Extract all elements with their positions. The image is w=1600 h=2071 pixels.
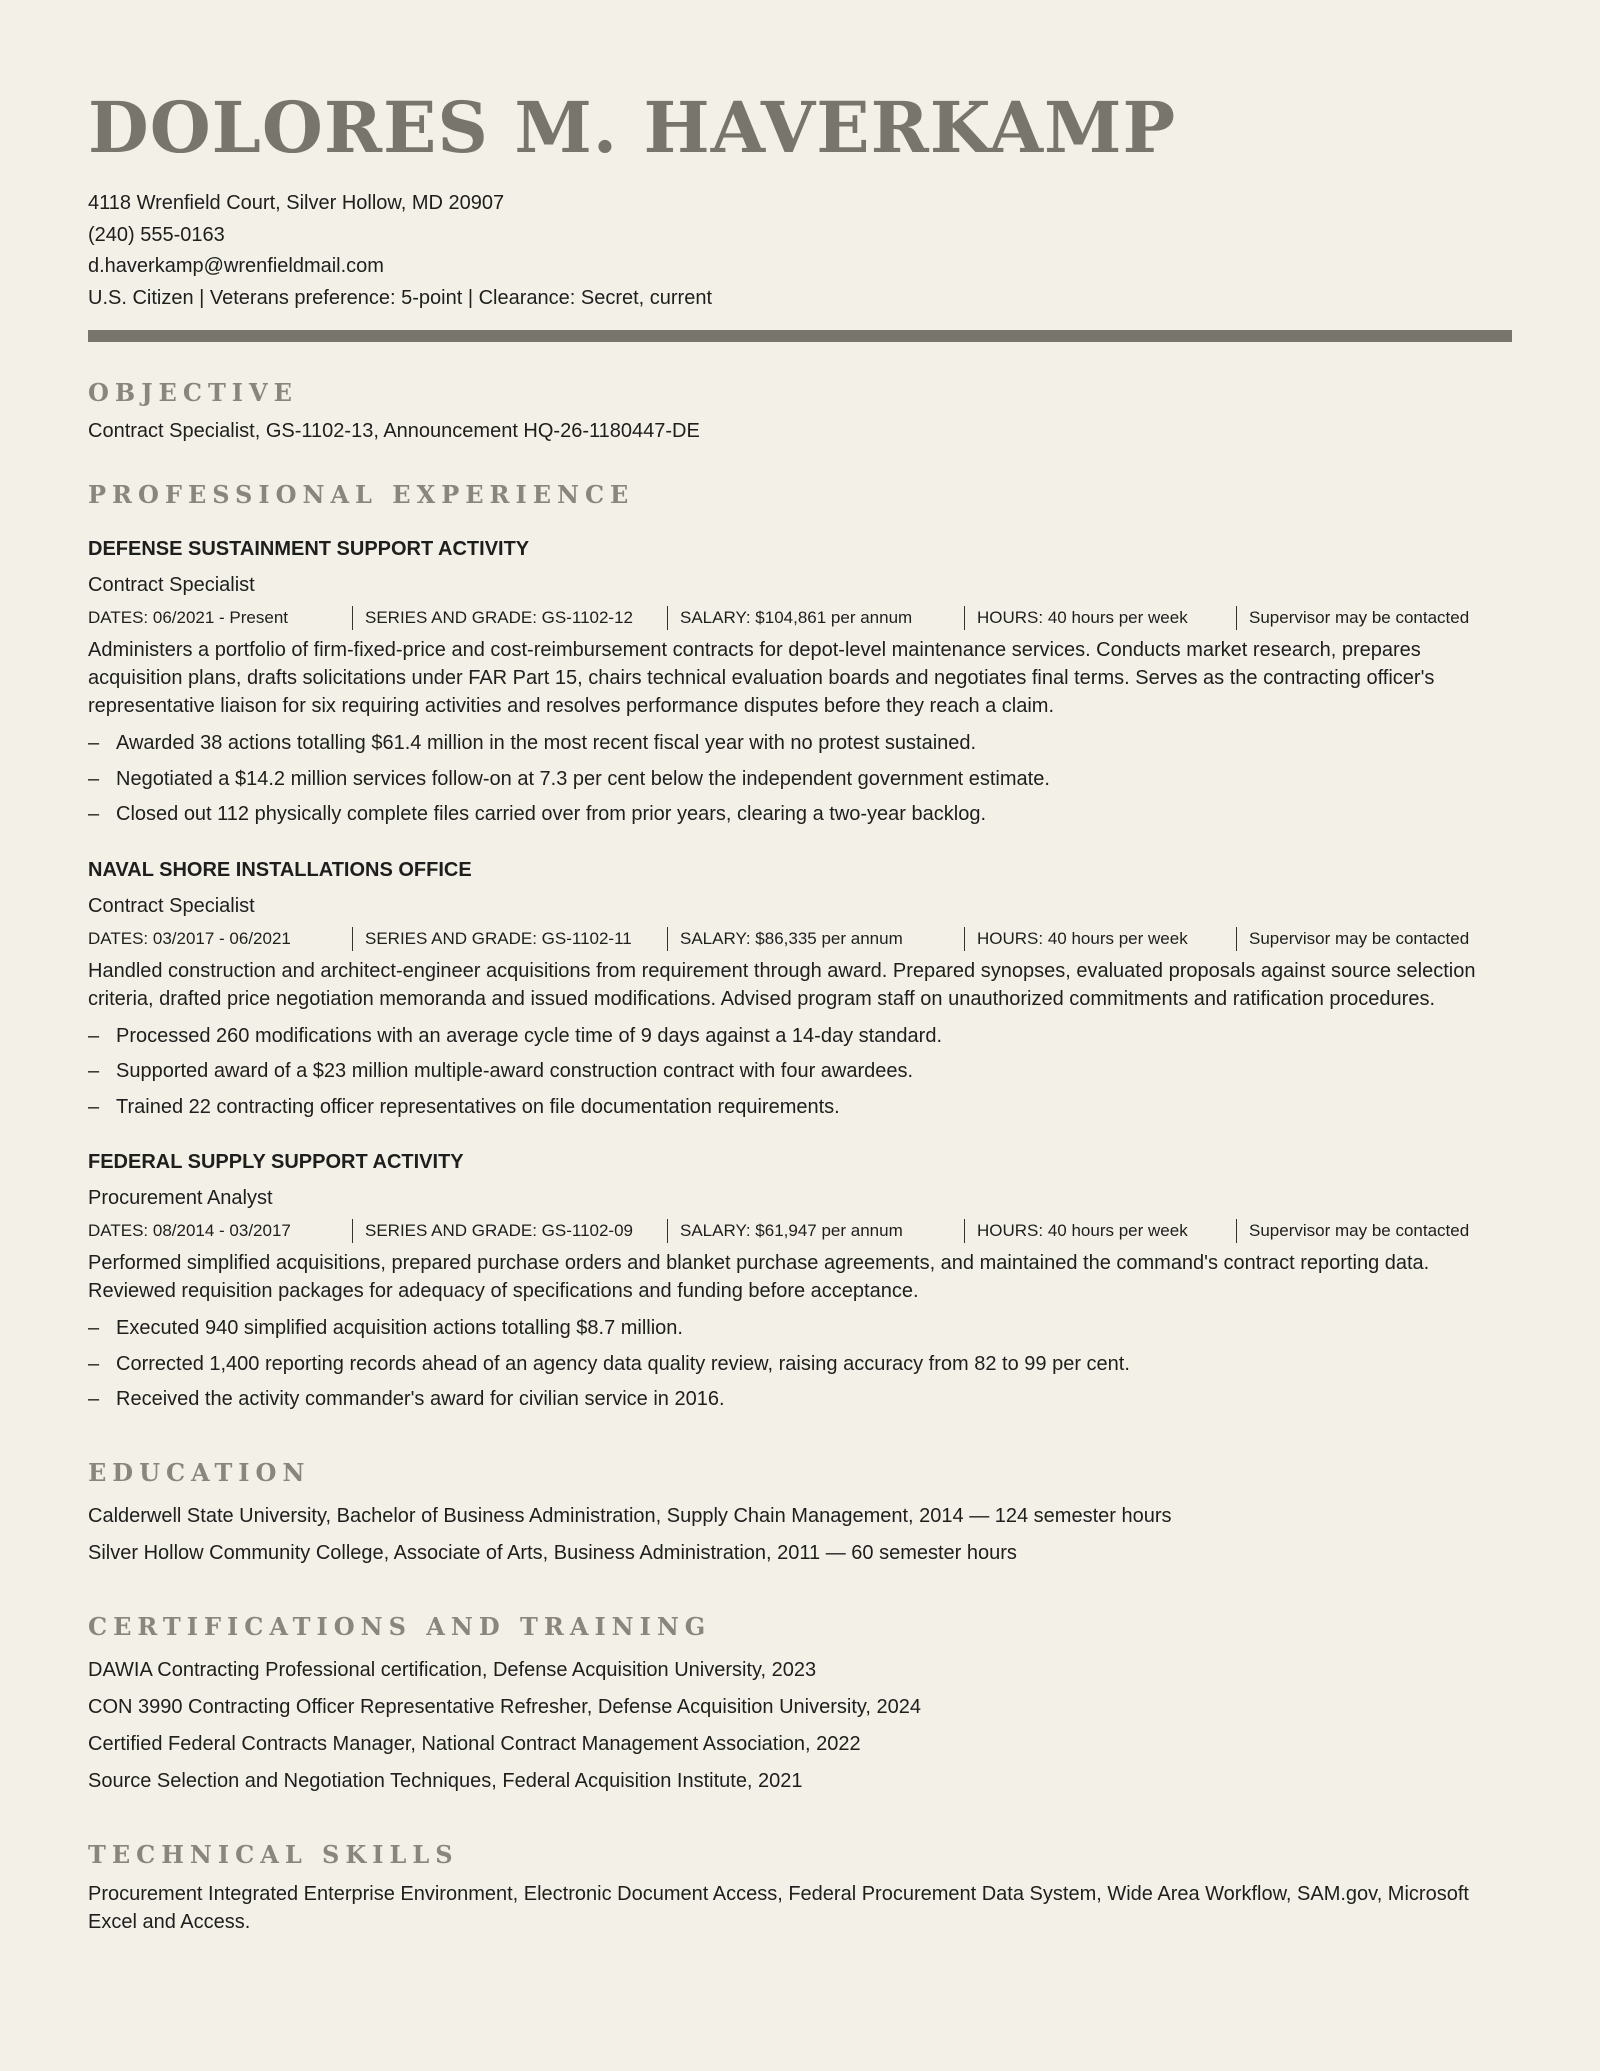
job-accomplishments <box>88 1311 1512 1418</box>
education-list <box>88 1498 1512 1572</box>
list-item: DAWIA Contracting Professional certification, Defense Acquisition University, 2023 <box>88 1658 817 1681</box>
job-salary: SALARY: $86,335 per annum <box>667 927 964 951</box>
employer-name: DEFENSE SUSTAINMENT SUPPORT ACTIVITY <box>88 538 530 560</box>
objective-heading: OBJECTIVE <box>88 378 298 407</box>
job-entry <box>88 857 1512 1126</box>
objective-text: Contract Specialist, GS-1102-13, Announcement HQ-26-1180447-DE <box>88 420 700 442</box>
job-series-grade: SERIES AND GRADE: GS-1102-11 <box>352 927 667 951</box>
job-title: Procurement Analyst <box>88 1187 273 1209</box>
list-item: CON 3990 Contracting Officer Representative Refresher, Defense Acquisition University, 2024 <box>88 1695 922 1718</box>
job-hours: HOURS: 40 hours per week <box>964 1219 1236 1243</box>
list-item: – Closed out 112 physically complete files carried over from prior years, clearing a two-year backlog. <box>88 797 1512 833</box>
job-series-grade: SERIES AND GRADE: GS-1102-09 <box>352 1219 667 1243</box>
list-item: Source Selection and Negotiation Techniques, Federal Acquisition Institute, 2021 <box>88 1769 803 1792</box>
job-description: Administers a portfolio of firm-fixed-price and cost-reimbursement contracts for depot-level maintenance services. Conducts market research, prepares acquisition plans, drafts solicitations under FAR Part 15, chairs technical evaluation boards and negotiates final terms. Serves as the contracting officer's representative liaison for six requiring activities and resolves performance disputes before they reach a claim. <box>88 639 1435 717</box>
contact-block <box>88 188 1512 314</box>
job-accomplishments <box>88 1019 1512 1126</box>
job-entry <box>88 1149 1512 1418</box>
job-salary: SALARY: $61,947 per annum <box>667 1219 964 1243</box>
address: 4118 Wrenfield Court, Silver Hollow, MD 20907 <box>88 192 505 214</box>
job-entry <box>88 536 1512 833</box>
job-accomplishments <box>88 726 1512 833</box>
phone: (240) 555-0163 <box>88 223 225 246</box>
skills-heading: TECHNICAL SKILLS <box>88 1839 459 1869</box>
list-item: – Corrected 1,400 reporting records ahead of an agency data quality review, raising accuracy from 82 to 99 per cent. <box>88 1347 1512 1383</box>
citizenship-status: U.S. Citizen | Veterans preference: 5-point | Clearance: Secret, current <box>88 286 713 309</box>
job-dates: DATES: 03/2017 - 06/2021 <box>88 928 291 948</box>
job-hours: HOURS: 40 hours per week <box>964 606 1236 630</box>
employer-name: FEDERAL SUPPLY SUPPORT ACTIVITY <box>88 1151 464 1173</box>
job-dates: DATES: 08/2014 - 03/2017 <box>88 1221 291 1240</box>
list-item: – Executed 940 simplified acquisition actions totalling $8.7 million. <box>88 1311 1512 1347</box>
header-divider <box>88 330 1512 342</box>
email: d.haverkamp@wrenfieldmail.com <box>88 255 384 277</box>
job-description: Performed simplified acquisitions, prepared purchase orders and blanket purchase agreements, and maintained the command's contract reporting data. Reviewed requisition packages for adequacy of specifications and funding before acceptance. <box>88 1252 1430 1302</box>
job-hours: HOURS: 40 hours per week <box>964 927 1236 951</box>
list-item: – Received the activity commander's award for civilian service in 2016. <box>88 1382 1512 1418</box>
job-dates: DATES: 06/2021 - Present <box>88 608 289 627</box>
candidate-name: DOLORES M. HAVERKAMP <box>88 86 1177 169</box>
employer-name: NAVAL SHORE INSTALLATIONS OFFICE <box>88 858 472 881</box>
list-item: – Negotiated a $14.2 million services follow-on at 7.3 per cent below the independent government estimate. <box>88 762 1512 798</box>
job-title: Contract Specialist <box>88 894 255 917</box>
resume-page <box>88 80 1512 1936</box>
certifications-heading: CERTIFICATIONS AND TRAINING <box>88 1611 712 1641</box>
job-meta <box>88 927 1512 951</box>
job-meta <box>88 1219 1512 1243</box>
list-item: Silver Hollow Community College, Associate of Arts, Business Administration, 2011 — 60 semester hours <box>88 1541 1017 1564</box>
list-item: Calderwell State University, Bachelor of Business Administration, Supply Chain Management, 2014 — 124 semester hours <box>88 1504 1172 1527</box>
job-supervisor: Supervisor may be contacted <box>1236 927 1512 951</box>
job-supervisor: Supervisor may be contacted <box>1236 606 1512 630</box>
experience-heading: PROFESSIONAL EXPERIENCE <box>88 480 635 509</box>
job-series-grade: SERIES AND GRADE: GS-1102-12 <box>352 606 667 630</box>
job-supervisor: Supervisor may be contacted <box>1236 1219 1512 1243</box>
list-item: – Awarded 38 actions totalling $61.4 million in the most recent fiscal year with no protest sustained. <box>88 726 1512 762</box>
job-description: Handled construction and architect-engineer acquisitions from requirement through award. Prepared synopses, evaluated proposals against source selection criteria, drafted price negotiation memoranda and issued modifications. Advised program staff on unauthorized commitments and ratification procedures. <box>88 959 1476 1010</box>
certifications-list <box>88 1652 1512 1800</box>
list-item: – Processed 260 modifications with an average cycle time of 9 days against a 14-day standard. <box>88 1019 1512 1055</box>
job-salary: SALARY: $104,861 per annum <box>667 606 964 630</box>
skills-text: Procurement Integrated Enterprise Environment, Electronic Document Access, Federal Procurement Data System, Wide Area Workflow, SAM.gov, Microsoft Excel and Access. <box>88 1882 1469 1933</box>
list-item: – Supported award of a $23 million multiple-award construction contract with four awardees. <box>88 1054 1512 1090</box>
job-title: Contract Specialist <box>88 574 255 596</box>
list-item: Certified Federal Contracts Manager, National Contract Management Association, 2022 <box>88 1732 861 1755</box>
list-item: – Trained 22 contracting officer representatives on file documentation requirements. <box>88 1090 1512 1126</box>
education-heading: EDUCATION <box>88 1457 311 1487</box>
job-meta <box>88 606 1512 630</box>
